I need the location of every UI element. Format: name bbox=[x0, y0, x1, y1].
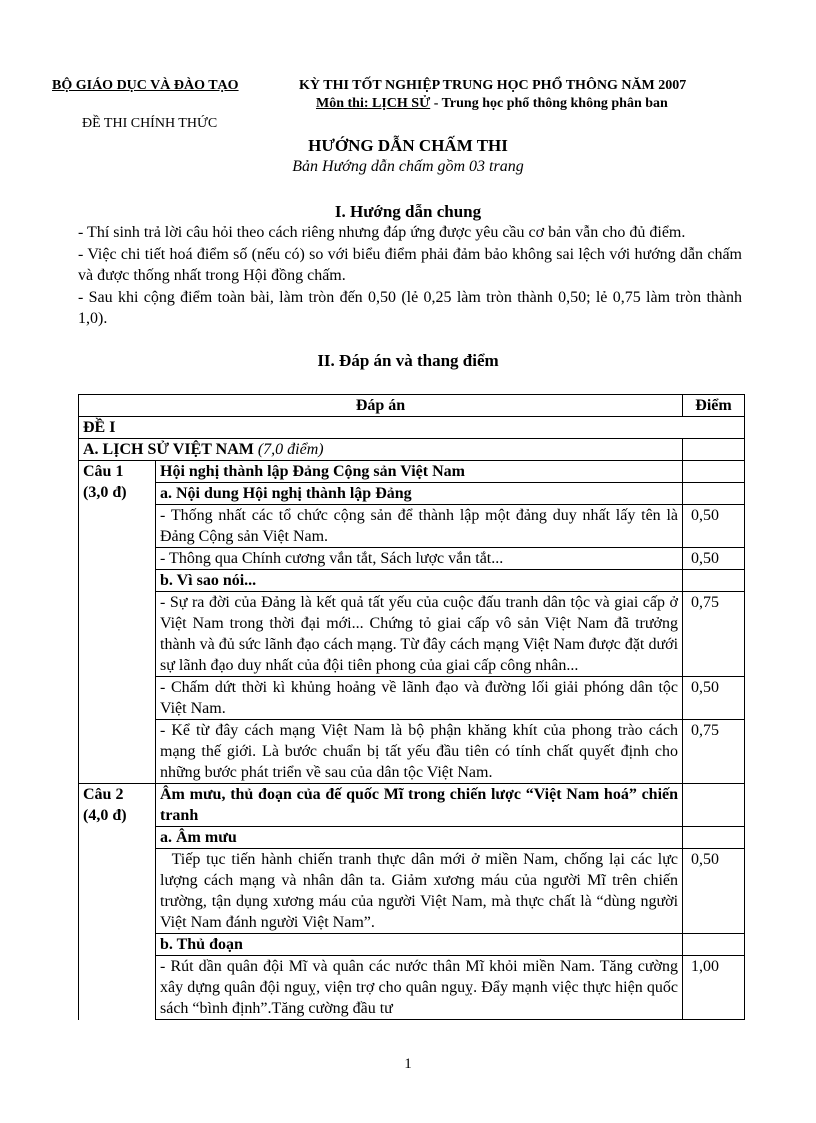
question-1-part-b: b. Vì sao nói... bbox=[156, 570, 683, 592]
table-row bbox=[79, 677, 745, 720]
answer-score: 0,75 bbox=[683, 592, 745, 677]
question-1-label bbox=[79, 461, 156, 784]
question-2-part-b: b. Thủ đoạn bbox=[156, 934, 683, 956]
general-item: - Sau khi cộng điểm toàn bài, làm tròn đến 0,50 (lẻ 0,25 làm tròn thành 0,50; lẻ 0,75 làm tròn thành 1,0). bbox=[78, 288, 742, 327]
header-points: Điểm bbox=[683, 395, 745, 417]
section-a bbox=[79, 439, 683, 461]
answer-score: 0,50 bbox=[683, 849, 745, 934]
answer-score: 1,00 bbox=[683, 956, 745, 1020]
answer-text: - Chấm dứt thời kì khủng hoảng về lãnh đạo và đường lối giải phóng dân tộc Việt Nam. bbox=[156, 677, 683, 720]
empty-cell bbox=[683, 784, 745, 827]
exam-code: ĐỀ I bbox=[79, 417, 745, 439]
answer-text: - Kể từ đây cách mạng Việt Nam là bộ phận khăng khít của phong trào cách mạng thế giới. Là bước chuẩn bị tất yếu đầu tiên có tính chất quyết định cho những bước phát triển về sau của dân tộc Việt Nam. bbox=[156, 720, 683, 784]
answer-text: - Rút dần quân đội Mĩ và quân các nước thân Mĩ khỏi miền Nam. Tăng cường xây dựng quân đội nguỵ, viện trợ cho quân nguỵ. Đẩy mạnh việc thực hiện quốc sách “bình định”.Tăng cường đầu tư bbox=[156, 956, 683, 1020]
empty-cell bbox=[683, 439, 745, 461]
answer-score: 0,50 bbox=[683, 548, 745, 570]
page-subtitle: Bản Hướng dẫn chấm gồm 03 trang bbox=[292, 158, 524, 175]
table-row bbox=[79, 720, 745, 784]
empty-cell bbox=[683, 461, 745, 483]
table-row bbox=[79, 417, 745, 439]
empty-cell bbox=[683, 934, 745, 956]
table-row bbox=[79, 505, 745, 548]
table-header-row bbox=[79, 395, 745, 417]
question-2-points: (4,0 đ) bbox=[83, 807, 127, 824]
empty-cell bbox=[683, 483, 745, 505]
question-2-title: Âm mưu, thủ đoạn của đế quốc Mĩ trong chiến lược “Việt Nam hoá” chiến tranh bbox=[156, 784, 683, 827]
general-item: - Việc chi tiết hoá điểm số (nếu có) so với biểu điểm phải đảm bảo không sai lệch với hướng dẫn chấm và được thống nhất trong Hội đồng chấm. bbox=[78, 245, 742, 284]
table-row bbox=[79, 827, 745, 849]
header-answer: Đáp án bbox=[79, 395, 683, 417]
answer-text: Tiếp tục tiến hành chiến tranh thực dân mới ở miền Nam, chống lại các lực lượng cách mạng và nhân dân ta. Giảm xương máu của người Mĩ trên chiến trường, tận dụng xương máu của người Việt Nam, mà thực chất là “dùng người Việt Nam đánh người Việt Nam”. bbox=[156, 849, 683, 934]
table-row bbox=[79, 439, 745, 461]
question-1-number: Câu 1 bbox=[83, 463, 124, 480]
ministry-name: BỘ GIÁO DỤC VÀ ĐÀO TẠO bbox=[52, 78, 239, 93]
answer-text: - Thông qua Chính cương vắn tắt, Sách lược vắn tắt... bbox=[156, 548, 683, 570]
table-row bbox=[79, 570, 745, 592]
section-a-label: A. LỊCH SỬ VIỆT NAM bbox=[83, 441, 258, 458]
general-heading: I. Hướng dẫn chung bbox=[334, 202, 482, 221]
page-title: HƯỚNG DẪN CHẤM THI bbox=[308, 136, 508, 155]
empty-cell bbox=[683, 827, 745, 849]
exam-name: KỲ THI TỐT NGHIỆP TRUNG HỌC PHỔ THÔNG NĂM 2007 bbox=[299, 78, 687, 93]
question-2-label bbox=[79, 784, 156, 1020]
table-row bbox=[79, 483, 745, 505]
answer-text: - Sự ra đời của Đảng là kết quả tất yếu của cuộc đấu tranh dân tộc và giai cấp ở Việt Nam trong thời đại mới... Chứng tỏ giai cấp vô sản Việt Nam đã trưởng thành và đủ sức lãnh đạo cách mạng. Từ đây cách mạng Việt Nam được đặt dưới sự lãnh đạo duy nhất của đội tiên phong của giai cấp công nhân... bbox=[156, 592, 683, 677]
answer-score: 0,50 bbox=[683, 677, 745, 720]
table-row bbox=[79, 784, 745, 827]
question-1-title: Hội nghị thành lập Đảng Cộng sản Việt Nam bbox=[156, 461, 683, 483]
answers-heading: II. Đáp án và thang điểm bbox=[317, 351, 499, 370]
section-a-points: (7,0 điểm) bbox=[257, 441, 324, 458]
question-2-number: Câu 2 bbox=[83, 786, 124, 803]
general-item: - Thí sinh trả lời câu hỏi theo cách riêng nhưng đáp ứng được yêu cầu cơ bản vẫn cho đủ điểm. bbox=[78, 224, 686, 241]
table-row bbox=[79, 548, 745, 570]
question-2-part-a: a. Âm mưu bbox=[156, 827, 683, 849]
question-1-part-a: a. Nội dung Hội nghị thành lập Đảng bbox=[156, 483, 683, 505]
general-instructions bbox=[78, 222, 742, 330]
subject-line bbox=[316, 96, 668, 112]
empty-cell bbox=[683, 570, 745, 592]
answer-table bbox=[78, 394, 745, 1020]
table-row bbox=[79, 461, 745, 483]
page-number: 1 bbox=[404, 1056, 412, 1072]
subject-suffix: - Trung học phổ thông không phân ban bbox=[430, 96, 668, 111]
question-1-points: (3,0 đ) bbox=[83, 484, 127, 501]
answer-score: 0,75 bbox=[683, 720, 745, 784]
table-row bbox=[79, 592, 745, 677]
table-row bbox=[79, 956, 745, 1020]
answer-text: - Thống nhất các tổ chức cộng sản để thành lập một đảng duy nhất lấy tên là Đảng Cộng sản Việt Nam. bbox=[156, 505, 683, 548]
table-row bbox=[79, 934, 745, 956]
table-row bbox=[79, 849, 745, 934]
subject-prefix: Môn thi: LỊCH SỬ bbox=[316, 96, 431, 111]
answer-score: 0,50 bbox=[683, 505, 745, 548]
official-exam-label: ĐỀ THI CHÍNH THỨC bbox=[82, 116, 218, 131]
